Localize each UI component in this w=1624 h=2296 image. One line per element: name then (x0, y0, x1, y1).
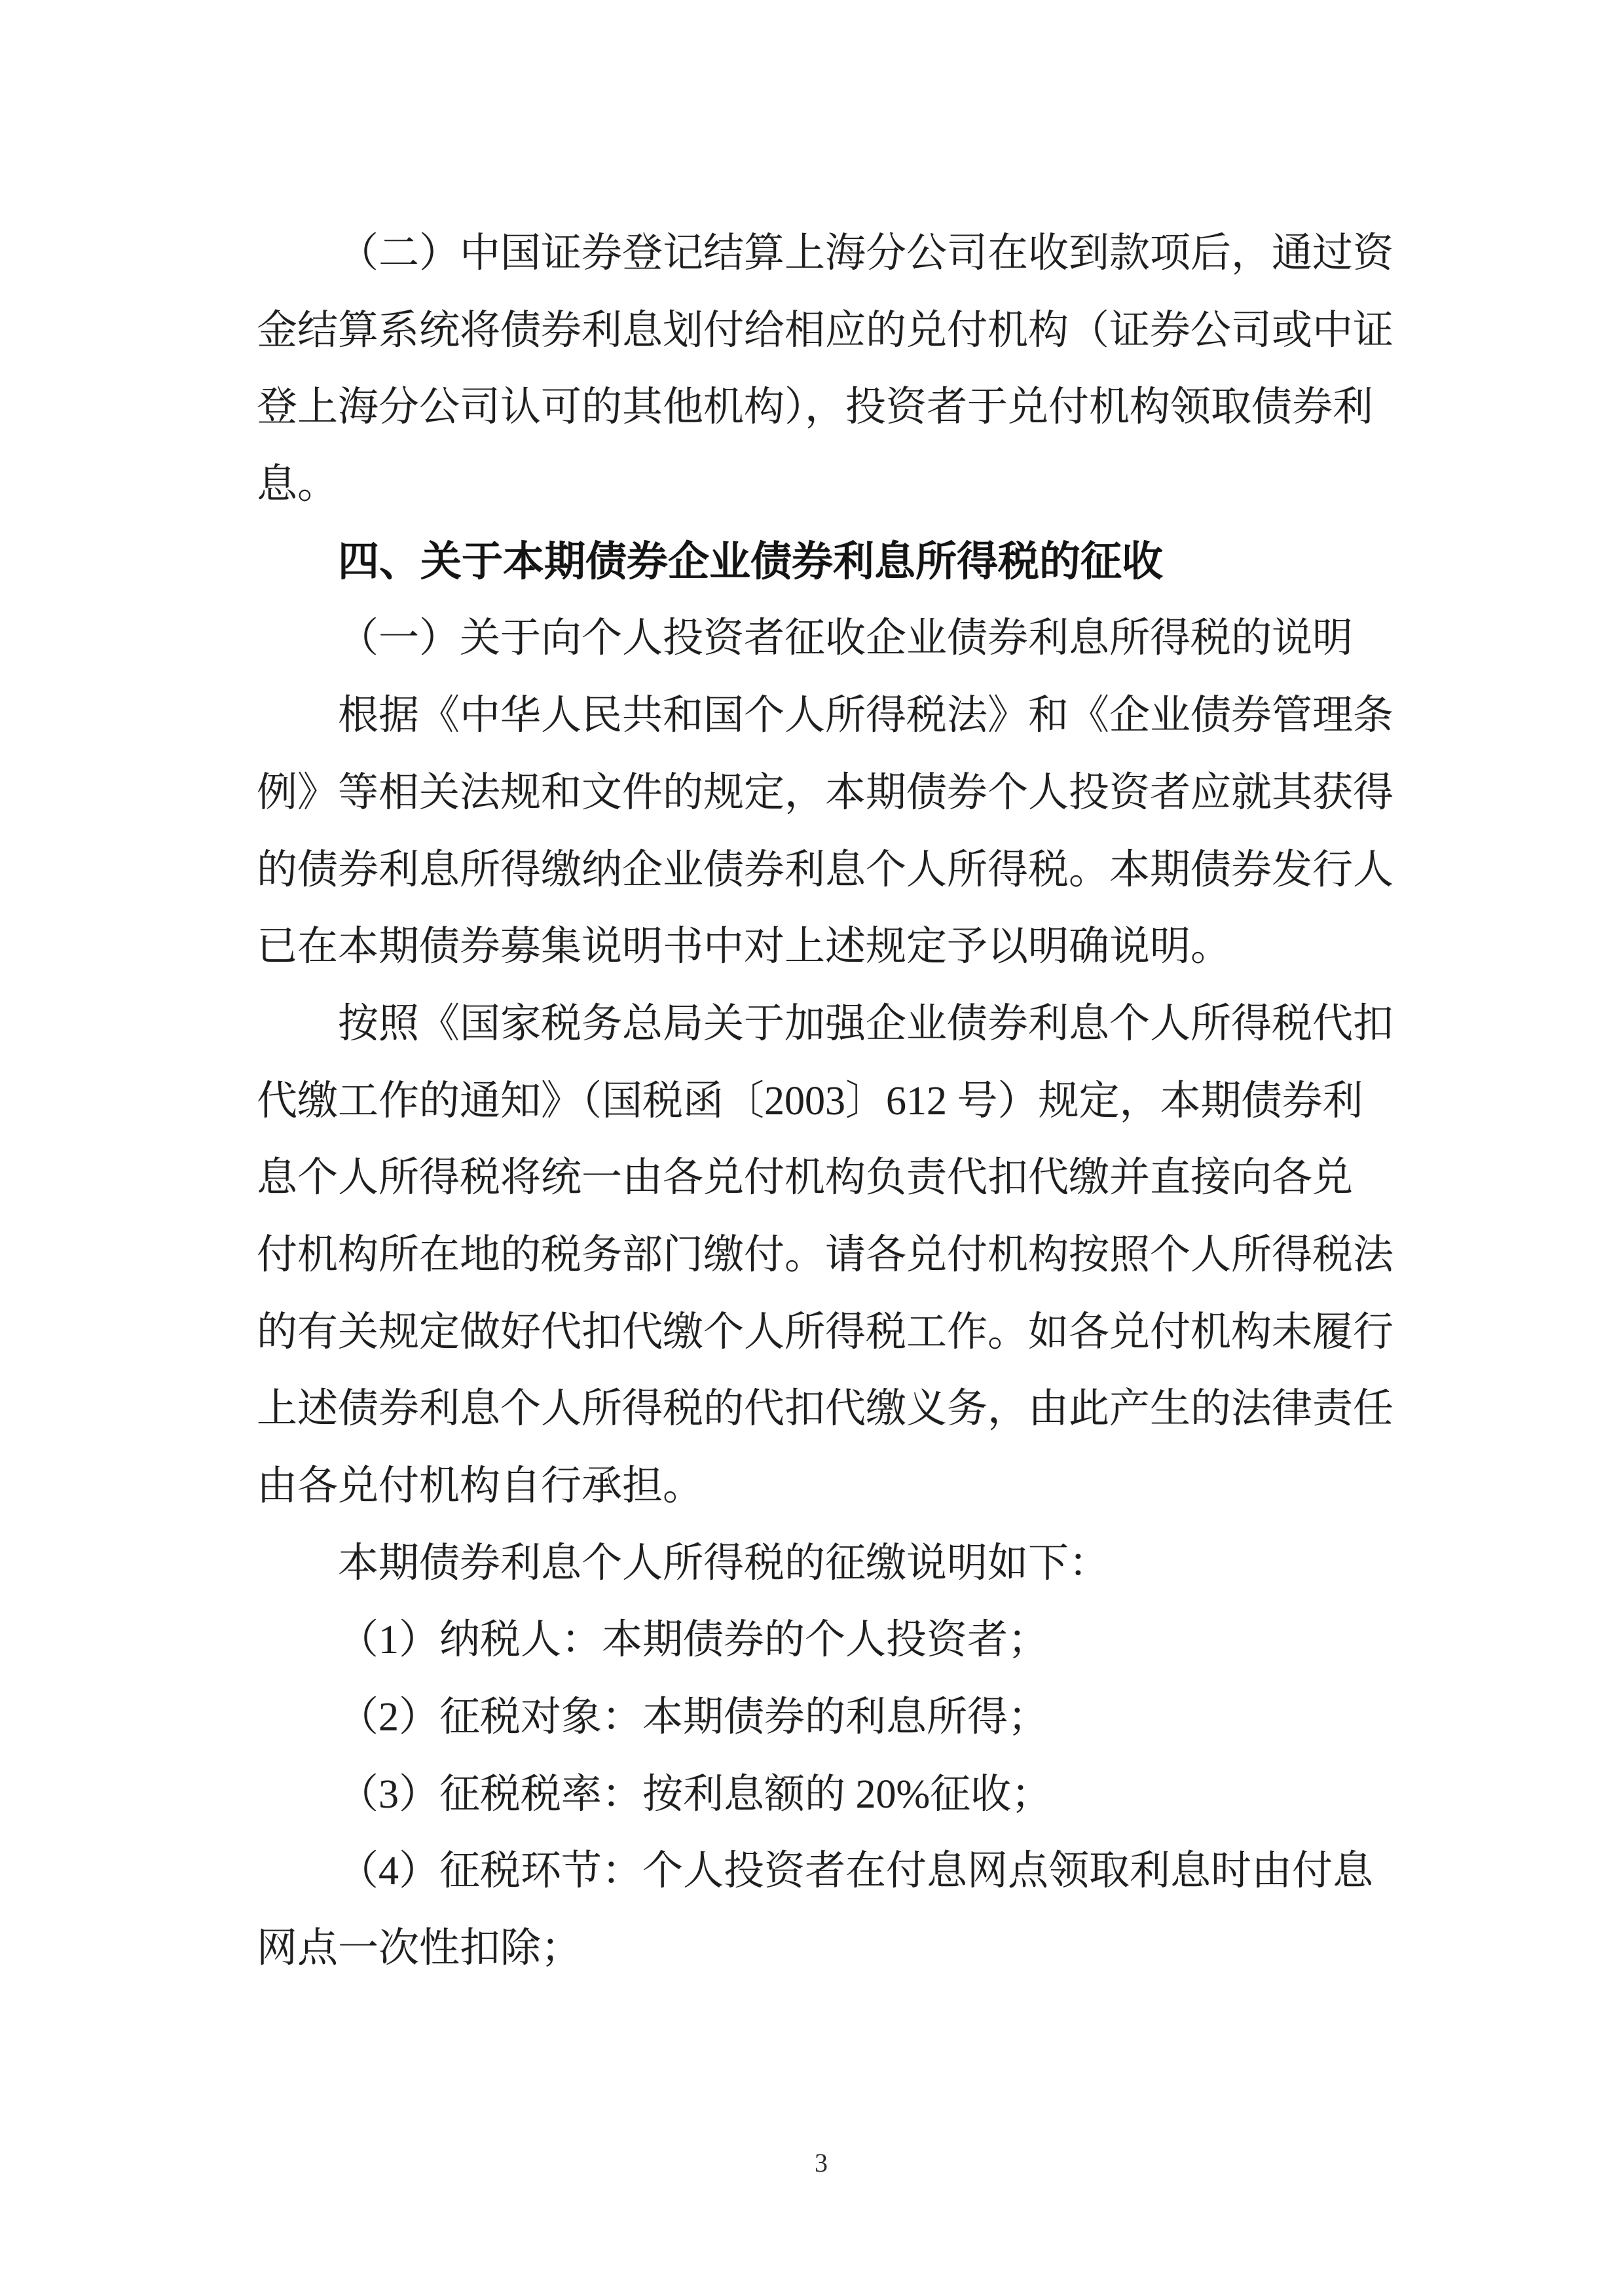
page-number: 3 (815, 2148, 828, 2178)
text-line: 本期债券利息个人所得税的征缴说明如下： (338, 1540, 1110, 1586)
list-item-continuation: 网点一次性扣除； (257, 1926, 582, 1971)
text-line: 的有关规定做好代扣代缴个人所得税工作。如各兑付机构未履行 (257, 1309, 1394, 1355)
text-line: 已在本期债券募集说明书中对上述规定予以明确说明。 (257, 924, 1232, 970)
text-line: 上述债券利息个人所得税的代扣代缴义务，由此产生的法律责任 (257, 1387, 1394, 1432)
text-line: 息。 (257, 462, 339, 507)
subsection-heading: （一）关于向个人投资者征收企业债券利息所得税的说明 (338, 616, 1354, 661)
list-item: （1）纳税人：本期债券的个人投资者； (338, 1618, 1049, 1663)
text-line: 例》等相关法规和文件的规定，本期债券个人投资者应就其获得 (257, 770, 1394, 815)
text-line: 的债券利息所得缴纳企业债券利息个人所得税。本期债券发行人 (257, 847, 1394, 892)
text-line: 付机构所在地的税务部门缴付。请各兑付机构按照个人所得税法 (257, 1232, 1394, 1277)
text-line: 金结算系统将债券利息划付给相应的兑付机构（证券公司或中证 (257, 308, 1394, 353)
list-item: （3）征税税率：按利息额的 20%征收； (338, 1772, 1052, 1817)
text-line: 由各兑付机构自行承担。 (257, 1464, 704, 1508)
section-heading: 四、关于本期债券企业债券利息所得税的征收 (338, 538, 1163, 585)
list-item: （2）征税对象：本期债券的利息所得； (338, 1695, 1049, 1740)
list-item: （4）征税环节：个人投资者在付息网点领取利息时由付息 (338, 1849, 1374, 1894)
text-line: 按照《国家税务总局关于加强企业债券利息个人所得税代扣 (338, 1001, 1394, 1046)
text-line: 根据《中华人民共和国个人所得税法》和《企业债券管理条 (338, 693, 1394, 738)
document-body (257, 215, 1396, 1988)
text-line: 代缴工作的通知》（国税函〔2003〕612 号）规定，本期债券利 (257, 1078, 1363, 1123)
text-line: 息个人所得税将统一由各兑付机构负责代扣代缴并直接向各兑 (257, 1156, 1354, 1201)
text-line: 登上海分公司认可的其他机构），投资者于兑付机构领取债券利 (257, 385, 1374, 430)
text-line: （二）中国证券登记结算上海分公司在收到款项后，通过资 (338, 231, 1394, 276)
